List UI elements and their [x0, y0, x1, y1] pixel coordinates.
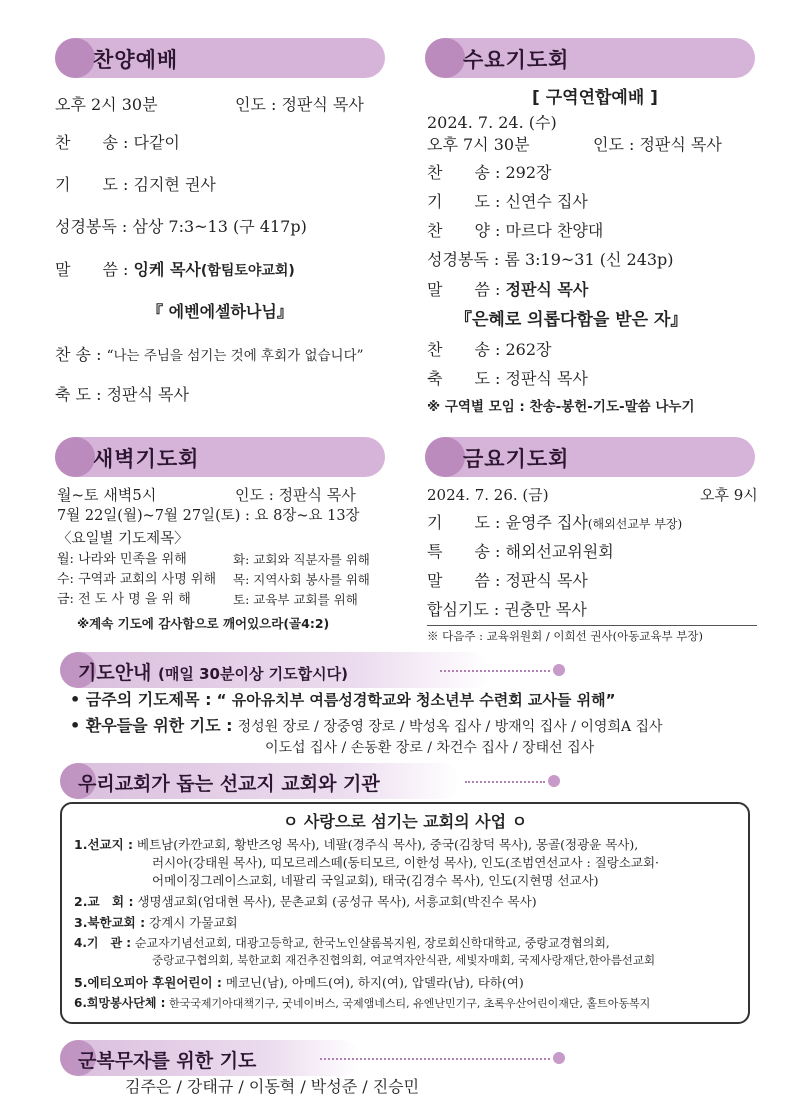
wednesday-subtitle: [ 구역연합예배 ] [532, 88, 658, 108]
friday-date: 2024. 7. 26. (금) [427, 486, 549, 504]
worship-prayer-row [55, 175, 216, 194]
row-value: 해외선교위원회 [505, 542, 614, 561]
row-value: 신연수 집사 [505, 192, 588, 211]
row-label: 합심기도 : [427, 600, 500, 619]
mission-item-label: 1.선교지 : [74, 837, 134, 852]
wednesday-row [427, 221, 603, 240]
mission-item-line: 한국국제기아대책기구, 굿네이버스, 국제앰네스티, 유엔난민기구, 초록우산어린이재단, 홀트아동복지 [168, 997, 651, 1010]
wednesday-note: ※ 구역별 모임 : 찬송-봉헌-기도-말씀 나누기 [427, 399, 695, 415]
mission-item-label: 5.에티오피아 후원어린이 : [74, 975, 222, 990]
worship-hymn2: “나는 주님을 섬기는 것에 후회가 없습니다” [106, 348, 364, 364]
dawn-title: 새벽기도회 [93, 447, 200, 471]
row-label: 기 도 : [427, 513, 501, 532]
dawn-topic: 목: 지역사회 봉사를 위해 [233, 572, 370, 587]
worship-hymn-row [55, 133, 180, 152]
row-value: 마르다 찬양대 [505, 221, 604, 240]
wednesday-sermon-title: 『은혜로 의롭다함을 받은 자』 [455, 310, 688, 330]
worship-prayer: 김지현 권사 [133, 175, 216, 194]
mission-item [74, 975, 524, 990]
row-value: 윤영주 집사 [505, 513, 588, 532]
mission-item-line: 순교자기념선교회, 대광고등학교, 한국노인샬롬복지원, 장로회신학대학교, 중랑교경협의회, [134, 936, 610, 950]
dawn-leader: 인도 : 정판식 목사 [235, 486, 356, 504]
dawn-title-pill [55, 437, 385, 477]
prayer-guide-header [60, 652, 490, 688]
wednesday-row [427, 163, 551, 182]
worship-reading-row [55, 217, 307, 236]
worship-benediction-label: 축 도 : [55, 385, 102, 404]
decorative-circle-icon [425, 38, 465, 78]
row-label: 찬 송 : [427, 340, 501, 359]
mission-item-label: 3.북한교회 : [74, 915, 146, 930]
dotted-divider [320, 1058, 550, 1060]
row-label: 말 씀 : [427, 571, 501, 590]
prayer-guide-subtitle: (매일 30분이상 기도합시다) [158, 665, 348, 683]
worship-hymn: 다같이 [133, 133, 180, 152]
missions-box [60, 802, 750, 1024]
missions-header [60, 763, 460, 799]
wednesday-section [425, 38, 775, 78]
dawn-topic: 토: 교육부 교회를 위해 [233, 592, 358, 607]
dawn-topic-row [57, 572, 216, 588]
mission-item-line: 강계시 가물교회 [149, 915, 238, 930]
end-dot-icon [553, 664, 565, 676]
wednesday-row [427, 340, 551, 359]
row-label: 축 도 : [427, 369, 501, 388]
sick-prayer-label: • 환우들을 위한 기도 : [70, 716, 233, 735]
prayer-topic: “ 유아유치부 여름성경학교와 청소년부 수련회 교사들 위해” [216, 691, 616, 709]
worship-hymn2-label: 찬 송 : [55, 345, 102, 364]
worship-title-pill [55, 38, 385, 78]
dawn-topic: 금: 전 도 사 명 을 위 해 [57, 592, 191, 607]
dawn-verse: ※계속 기도에 감사함으로 깨어있으라(골4:2) [77, 616, 330, 631]
wednesday-preacher: 정판식 목사 [505, 280, 589, 299]
row-value: 롬 3:19~31 (신 243p) [504, 250, 674, 269]
soldiers-title: 군복무자를 위한 기도 [78, 1050, 257, 1072]
wednesday-sermon-label: 말 씀 : [427, 280, 501, 299]
row-extra: (해외선교부 부장) [587, 517, 683, 531]
friday-next-week: ※ 다음주 : 교육위원회 / 이희선 권사(아동교육부 부장) [427, 629, 703, 643]
row-value: 정판식 목사 [505, 571, 588, 590]
missions-box-title: ㅇ 사랑으로 섬기는 교회의 사업 ㅇ [282, 812, 528, 831]
dotted-divider [465, 781, 545, 783]
prayer-guide-title: 기도안내 [78, 662, 152, 684]
mission-item-line: 러시아(강태원 목사), 띠모르레스떼(동티모르, 이한성 목사), 인도(조범연선교사 : 질랑소교회· [152, 855, 660, 870]
mission-item [74, 894, 537, 909]
decorative-circle-icon [425, 437, 465, 477]
soldiers-header [60, 1040, 360, 1076]
wednesday-row [427, 192, 588, 211]
decorative-circle-icon [55, 437, 95, 477]
worship-preacher: 잉케 목사 [133, 260, 201, 279]
worship-leader: 인도 : 정판식 목사 [235, 95, 364, 114]
row-value: 262장 [505, 340, 552, 359]
decorative-circle-icon [55, 38, 95, 78]
worship-benediction-row [55, 385, 189, 404]
soldier-names: 김주은 / 강태규 / 이동혁 / 박성준 / 진승민 [125, 1077, 420, 1096]
missions-title: 우리교회가 돕는 선교지 교회와 기관 [78, 773, 380, 795]
wednesday-row [427, 250, 674, 269]
mission-item-label: 2.교 회 : [74, 894, 134, 909]
wednesday-title-pill [425, 38, 755, 78]
mission-item-line: 어메이징그레이스교회, 네팔리 국일교회), 태국(김경수 목사), 인도(지현명 선교사) [152, 873, 599, 888]
worship-sermon-title: 『 에벤에셀하나님』 [147, 302, 293, 321]
friday-section [425, 437, 775, 477]
row-label: 찬 송 : [427, 163, 501, 182]
wednesday-title: 수요기도회 [463, 48, 570, 72]
prayer-topic-row [70, 690, 615, 709]
worship-time: 오후 2시 30분 [55, 95, 158, 114]
row-label: 찬 양 : [427, 221, 501, 240]
row-value: 292장 [505, 163, 552, 182]
worship-title: 찬양예배 [93, 48, 179, 72]
worship-sermon-row [55, 260, 295, 280]
mission-item-line: 메코닌(남), 아메드(여), 하지(여), 압델라(남), 타하(여) [225, 975, 524, 990]
dawn-topic-row [233, 552, 370, 567]
row-label: 특 송 : [427, 542, 501, 561]
dawn-section [55, 437, 395, 477]
dawn-topic: 월: 나라와 민족을 위해 [57, 552, 187, 567]
worship-section [55, 38, 395, 78]
worship-hymn-label: 찬 송 : [55, 133, 129, 152]
mission-item [74, 996, 650, 1010]
mission-item-label: 4.기 관 : [74, 936, 132, 950]
worship-reading: 삼상 7:3~13 (구 417p) [132, 217, 307, 236]
friday-title-pill [425, 437, 755, 477]
prayer-guide-title-wrap [78, 658, 348, 685]
end-dot-icon [553, 1052, 565, 1064]
dawn-topics-header: 〈요일별 기도제목〉 [57, 531, 189, 547]
end-dot-icon [548, 775, 560, 787]
mission-item [74, 915, 238, 930]
wednesday-time: 오후 7시 30분 [427, 135, 530, 154]
worship-hymn2-row [55, 345, 364, 364]
friday-row [427, 542, 614, 561]
sick-prayer-line1: 정성원 장로 / 장중영 장로 / 박성옥 집사 / 방재익 집사 / 이영희A 집사 [237, 719, 663, 735]
friday-row [427, 600, 587, 619]
mission-item [74, 936, 610, 950]
friday-title: 금요기도회 [463, 447, 570, 471]
worship-reading-label: 성경봉독 : [55, 217, 128, 236]
wednesday-leader: 인도 : 정판식 목사 [593, 135, 722, 154]
wednesday-sermon-row [427, 280, 588, 299]
friday-divider [427, 625, 757, 626]
worship-sermon-label: 말 씀 : [55, 260, 129, 279]
row-value: 권충만 목사 [504, 600, 587, 619]
friday-row [427, 571, 588, 590]
mission-item [74, 837, 638, 852]
row-value: 정판식 목사 [505, 369, 588, 388]
dawn-topic: 화: 교회와 직분자를 위해 [233, 552, 370, 567]
friday-row [427, 513, 682, 532]
dawn-topic-row [57, 592, 191, 608]
worship-preacher-church: (함팀토야교회) [200, 263, 295, 279]
sick-prayer-line2: 이도섭 집사 / 손동환 장로 / 차건수 집사 / 장태선 집사 [265, 740, 595, 756]
dotted-divider [440, 670, 550, 672]
dawn-period: 7월 22일(월)~7월 27일(토) : 요 8장~요 13장 [57, 508, 360, 524]
prayer-topic-label: • 금주의 기도제목 : [70, 690, 212, 709]
mission-item-line: 생명샘교회(엄대현 목사), 문촌교회 (공성규 목사), 서흥교회(박진수 목사) [137, 894, 537, 909]
mission-item-line: 베트남(카깐교회, 황반즈엉 목사), 네팔(경주식 목사), 중국(김창덕 목사), 몽골(정광윤 목사), [137, 837, 639, 852]
dawn-topic-row [233, 592, 358, 607]
dawn-time: 월~토 새벽5시 [57, 486, 157, 504]
dawn-topic-row [233, 572, 370, 587]
mission-item-label: 6.희망봉사단체 : [74, 996, 166, 1010]
wednesday-row [427, 369, 588, 388]
row-label: 성경봉독 : [427, 250, 500, 269]
row-label: 기 도 : [427, 192, 501, 211]
sick-prayer-row [70, 716, 663, 736]
friday-time: 오후 9시 [700, 486, 758, 504]
worship-prayer-label: 기 도 : [55, 175, 129, 194]
worship-benediction: 정판식 목사 [106, 385, 189, 404]
mission-item-line: 중랑교구협의회, 북한교회 재건추진협의회, 여교역자안식관, 세빛자매회, 국제사랑재단,한아름선교회 [152, 953, 656, 967]
dawn-topic: 수: 구역과 교회의 사명 위해 [57, 572, 217, 587]
dawn-topic-row [57, 552, 187, 568]
wednesday-date: 2024. 7. 24. (수) [427, 113, 557, 132]
